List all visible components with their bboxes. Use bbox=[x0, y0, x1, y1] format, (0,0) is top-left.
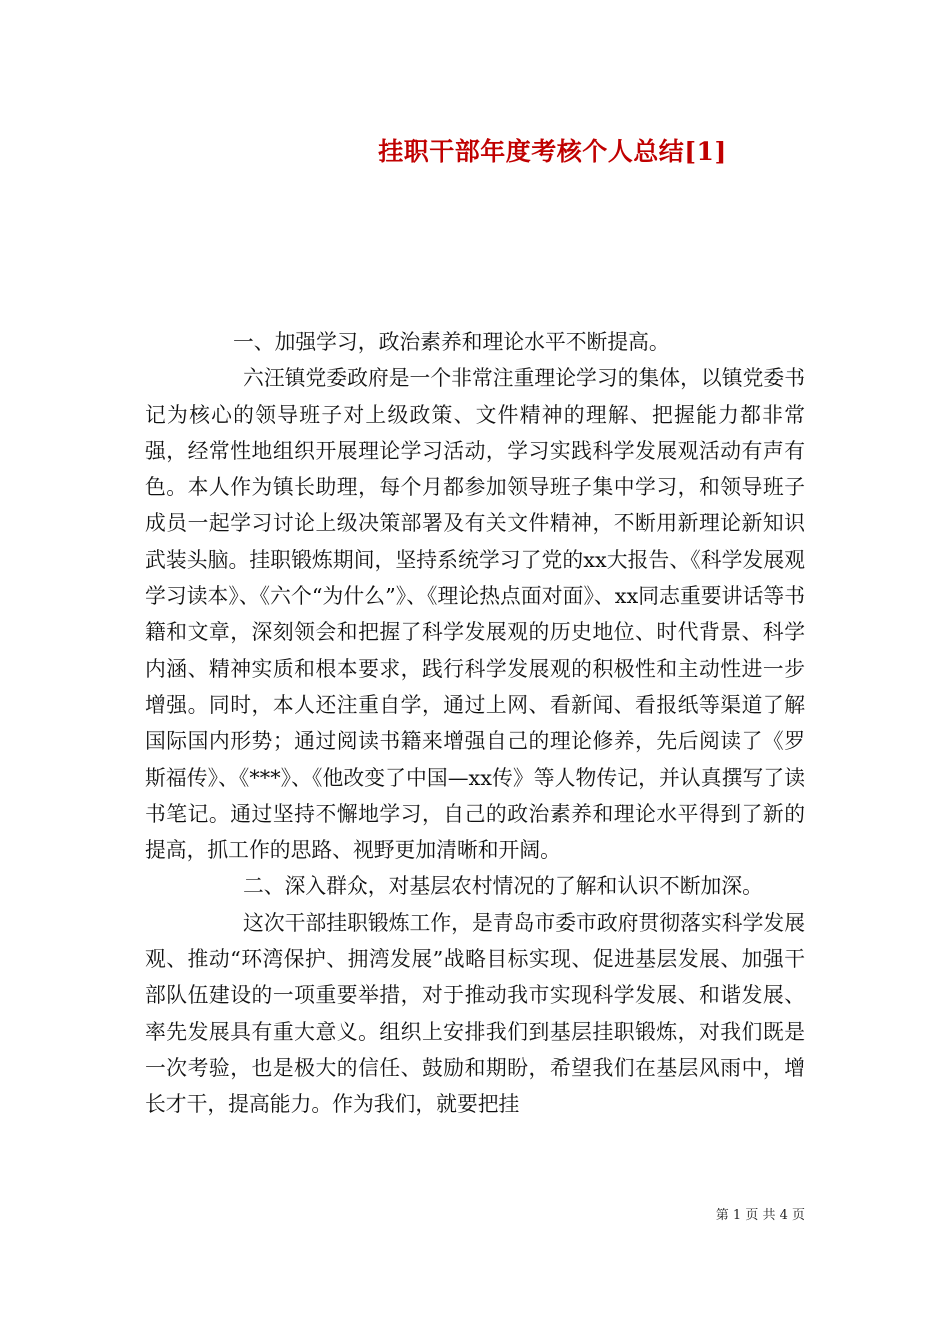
section-heading-1: 一、加强学习，政治素养和理论水平不断提高。 bbox=[233, 330, 670, 354]
page-title: 挂职干部年度考核个人总结[1] bbox=[378, 137, 727, 166]
section-paragraph-1: 六汪镇党委政府是一个非常注重理论学习的集体，以镇党委书记为核心的领导班子对上级政策、文件精神的理解、把握能力都非常强，经常性地组织开展理论学习活动，学习实践科学发展观活动有声有色。本人作为镇长助理，每个月都参加领导班子集中学习，和领导班子成员一起学习讨论上级决策部署及有关文件精神，不断用新理论新知识武装头脑。挂职锻炼期间，坚持系统学习了党的xx大报告、《科学发展观学习读本》、《六个“为什么”》、《理论热点面对面》、xx同志重要讲话等书籍和文章，深刻领会和把握了科学发展观的历史地位、时代背景、科学内涵、精神实质和根本要求，践行科学发展观的积极性和主动性进一步增强。同时，本人还注重自学，通过上网、看新闻、看报纸等渠道了解国际国内形势；通过阅读书籍来增强自己的理论修养，先后阅读了《罗斯福传》、《***》、《他改变了中国—xx传》等人物传记，并认真撰写了读书笔记。通过坚持不懈地学习，自己的政治素养和理论水平得到了新的提高，抓工作的思路、视野更加清晰和开阔。 bbox=[145, 366, 805, 863]
section-heading-2: 二、深入群众，对基层农村情况的了解和认识不断加深。 bbox=[243, 874, 763, 899]
document-body bbox=[145, 324, 805, 1123]
section-paragraph-2: 这次干部挂职锻炼工作，是青岛市委市政府贯彻落实科学发展观、推动“环湾保护、拥湾发展”战略目标实现、促进基层发展、加强干部队伍建设的一项重要举措，对于推动我市实现科学发展、和谐发展、率先发展具有重大意义。组织上安排我们到基层挂职锻炼，对我们既是一次考验，也是极大的信任、鼓励和期盼，希望我们在基层风雨中，增长才干，提高能力。作为我们，就要把挂 bbox=[145, 910, 805, 1117]
page-number-footer: 第 1 页 共 4 页 bbox=[715, 1208, 805, 1223]
